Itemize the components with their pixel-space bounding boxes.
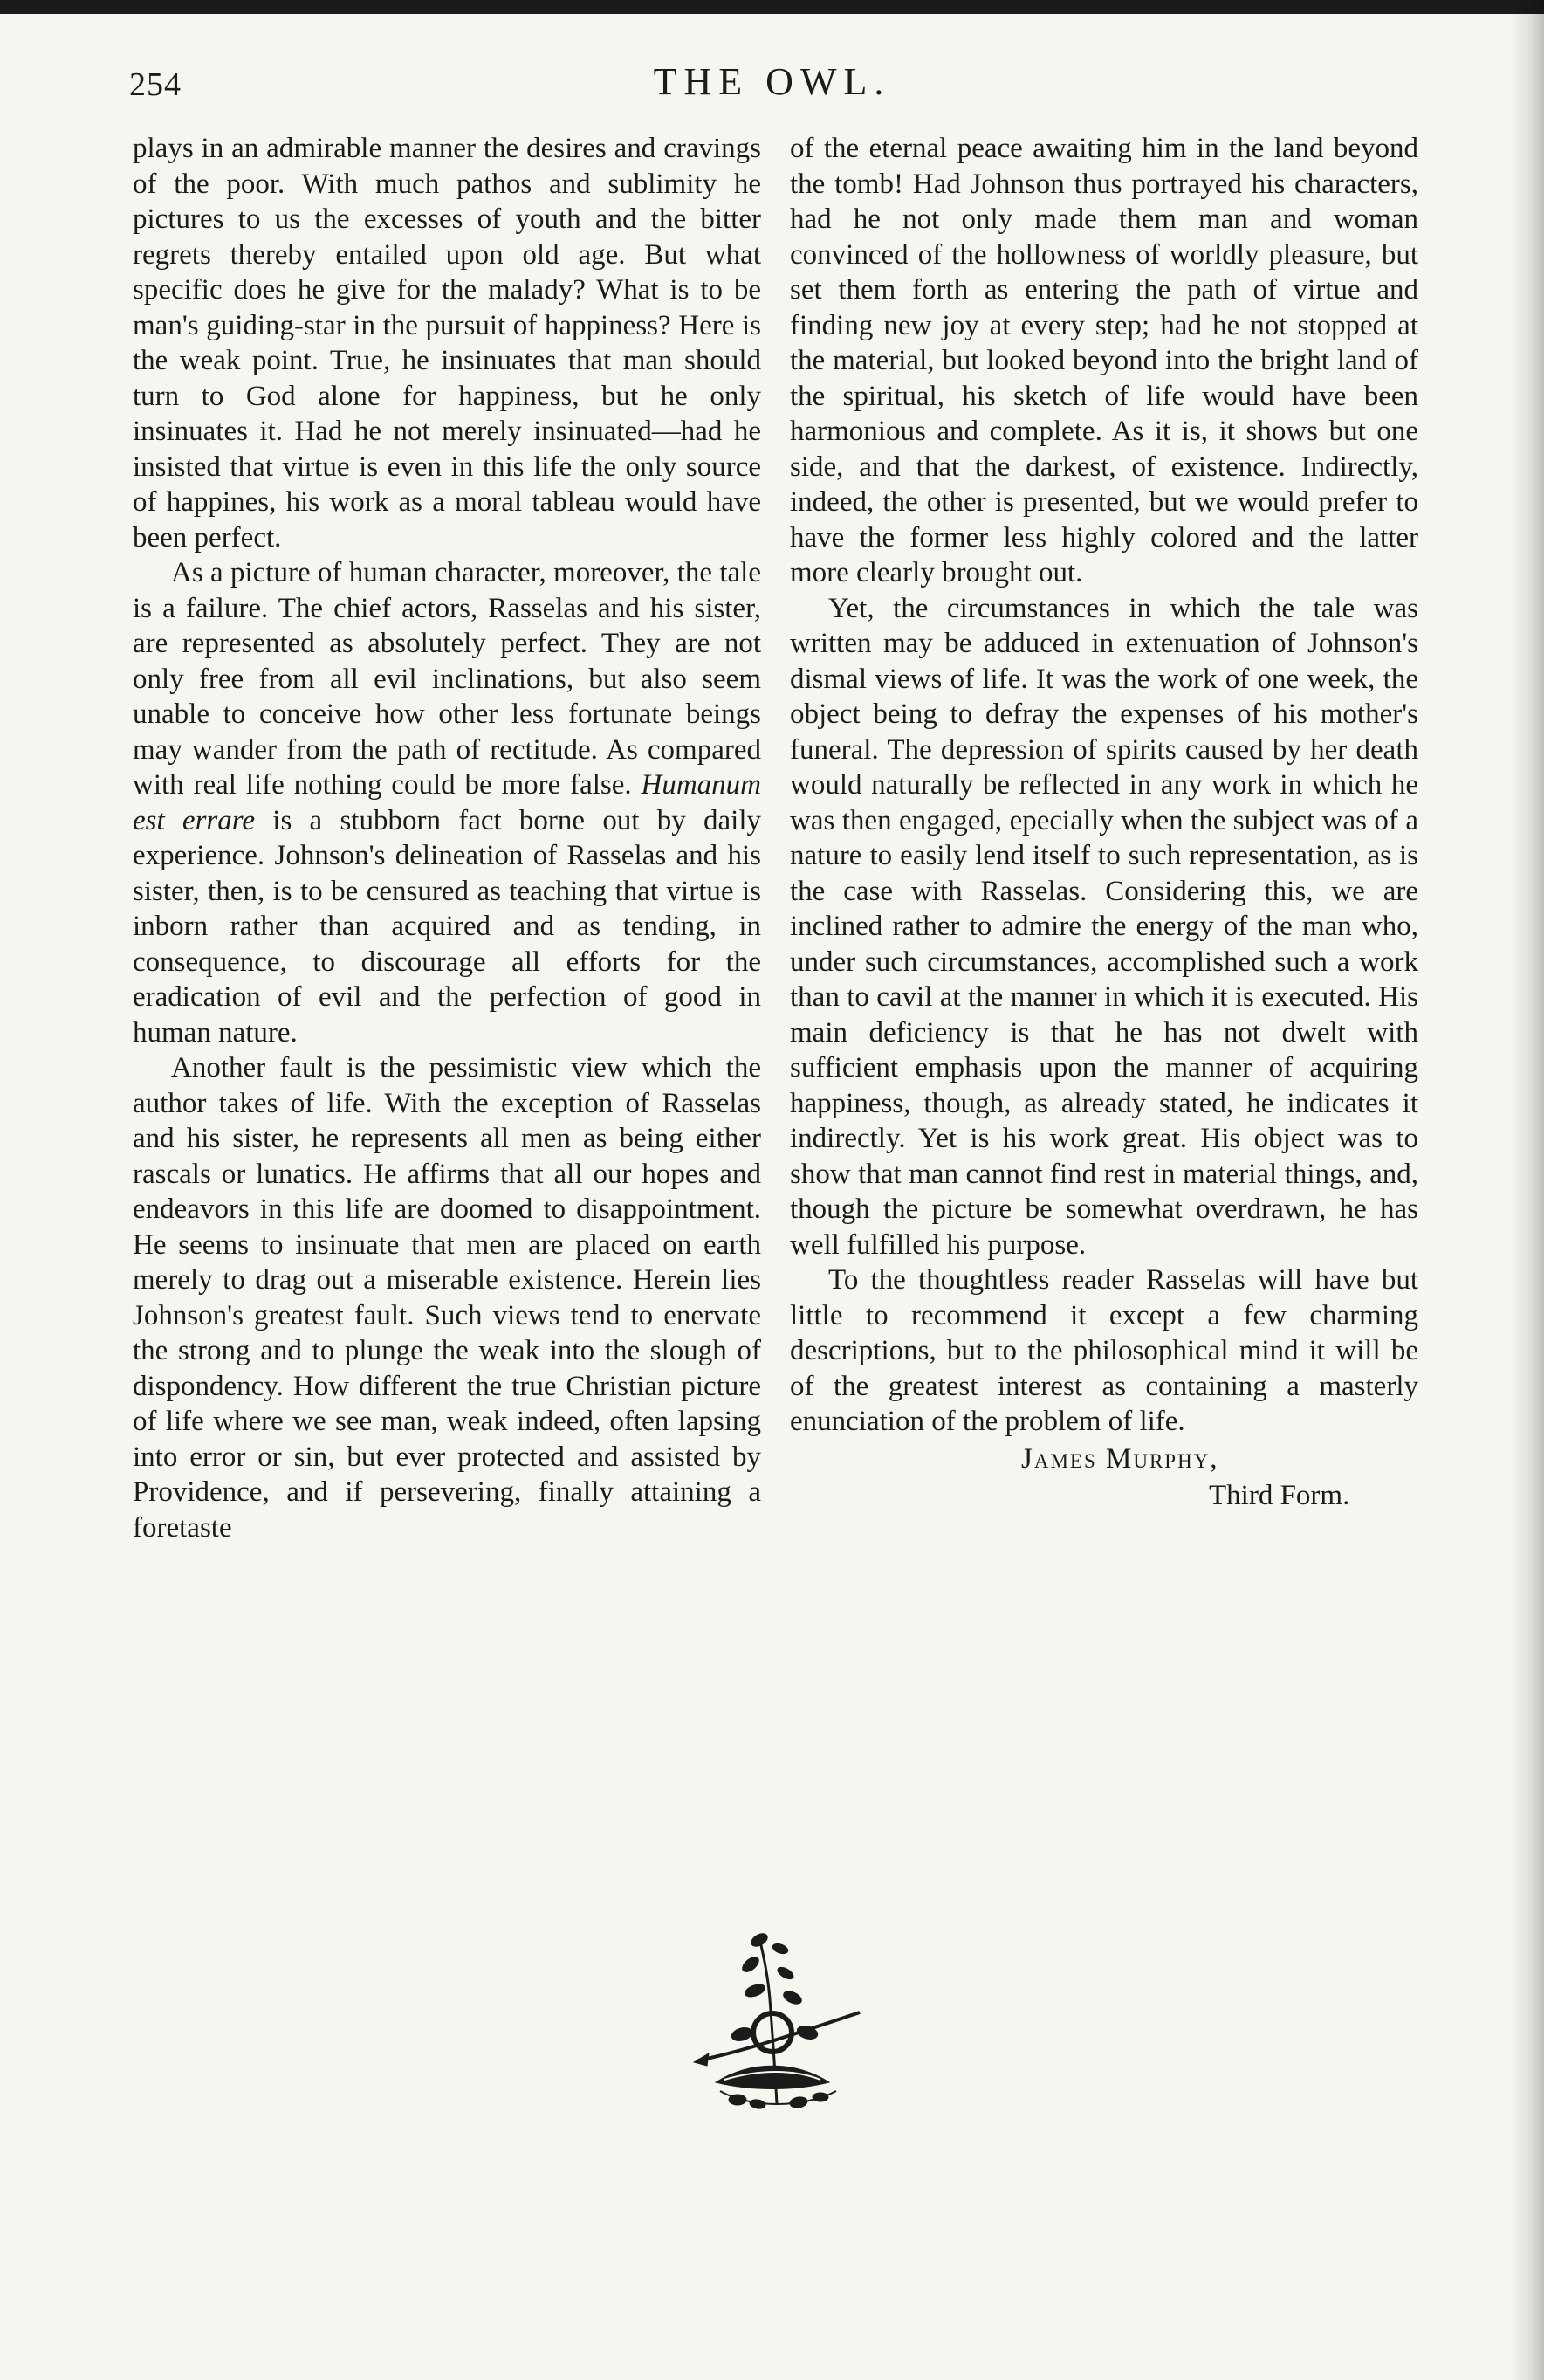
running-title: THE OWL. (653, 60, 891, 103)
author-form: Third Form. (1209, 1480, 1350, 1511)
right-column (790, 131, 1418, 1514)
paragraph: To the thoughtless reader Rasselas will have but little to recommend it except a few charming descriptions, but to the philosophical mind it will be of the greatest interest as containing a masterly enunciation of the problem of life. (790, 1264, 1418, 1437)
page-number: 254 (129, 66, 182, 103)
left-column (133, 131, 761, 1545)
page-edge-shadow (1509, 0, 1544, 2380)
paragraph (133, 555, 761, 1050)
latin-phrase: Humanum est errare (133, 769, 761, 836)
paragraph: Another fault is the pessimistic view which the author takes of life. With the exception of Rasselas and his sister, he represents all men as being either rascals or lunatics. He affirms that all our hopes and endeavors in this life are doomed to disappointment. He seems to insinuate that men are placed on earth merely to drag out a miserable existence. Herein lies Johnson's greatest fault. Such views tend to enervate the strong and to plunge the weak into the slough of dispondency. How different the true Christian picture of life where we see man, weak indeed, often lapsing into error or sin, but ever protected and assisted by Providence, and if persevering, finally attaining a foretaste (133, 1052, 761, 1544)
floral-tailpiece-icon (690, 1929, 864, 2113)
paragraph: Yet, the circumstances in which the tale was written may be adduced in extenuation of Johnson's dismal views of life. It was the work of one week, the object being to defray the expenses of his mother's funeral. The depression of spirits caused by her death would naturally be reflected in any work in which he was then engaged, epecially when the subject was of a nature to easily lend itself to such representation, as is the case with Rasselas. Considering this, we are inclined rather to admire the energy of the man who, under such circumstances, accomplished such a work than to cavil at the manner in which it is executed. His main deficiency is that he has not dwelt with sufficient emphasis upon the manner of acquiring happiness, though, as already stated, he indicates it indirectly. Yet is his work great. His object was to show that man cannot find rest in material things, and, though the picture be somewhat overdrawn, he has well fulfilled his purpose. (790, 592, 1418, 1261)
paragraph-text: is a stubborn fact borne out by daily experience. Johnson's delineation of Rasselas and his sister, then, is to be censured as teaching that virtue is inborn rather than acquired and as tending, in consequence, to discourage all efforts for the eradication of evil and the perfection of good in human nature. (133, 804, 761, 1049)
top-border-rule (0, 0, 1544, 14)
paragraph-text: As a picture of human character, moreover, the tale is a failure. The chief actors, Rasselas and his sister, are represented as absolutely perfect. They are not only free from all evil inclinations, but also seem unable to conceive how other less fortunate beings may wander from the path of rectitude. As compared with real life nothing could be more false. (133, 557, 761, 801)
author-name: James Murphy, (1021, 1442, 1219, 1475)
paragraph: of the eternal peace awaiting him in the land beyond the tomb! Had Johnson thus portrayed his characters, had he not only made them man and woman convinced of the hollowness of worldly pleasure, but set them forth as entering the path of virtue and finding new joy at every step; had he not stopped at the material, but looked beyond into the bright land of the spiritual, his sketch of life would have been harmonious and complete. As it is, it shows but one side, and that the darkest, of existence. Indirectly, indeed, the other is presented, but we would prefer to have the former less highly colored and the latter more clearly brought out. (790, 133, 1418, 588)
paragraph: plays in an admirable manner the desires and cravings of the poor. With much pathos and sublimity he pictures to us the excesses of youth and the bitter regrets thereby entailed upon old age. But what specific does he give for the malady? What is to be man's guiding-star in the pursuit of happiness? Here is the weak point. True, he insinuates that man should turn to God alone for happiness, but he only insinuates it. Had he not merely insinuated—had he insisted that virtue is even in this life the only source of happines, his work as a moral tableau would have been perfect. (133, 133, 761, 554)
